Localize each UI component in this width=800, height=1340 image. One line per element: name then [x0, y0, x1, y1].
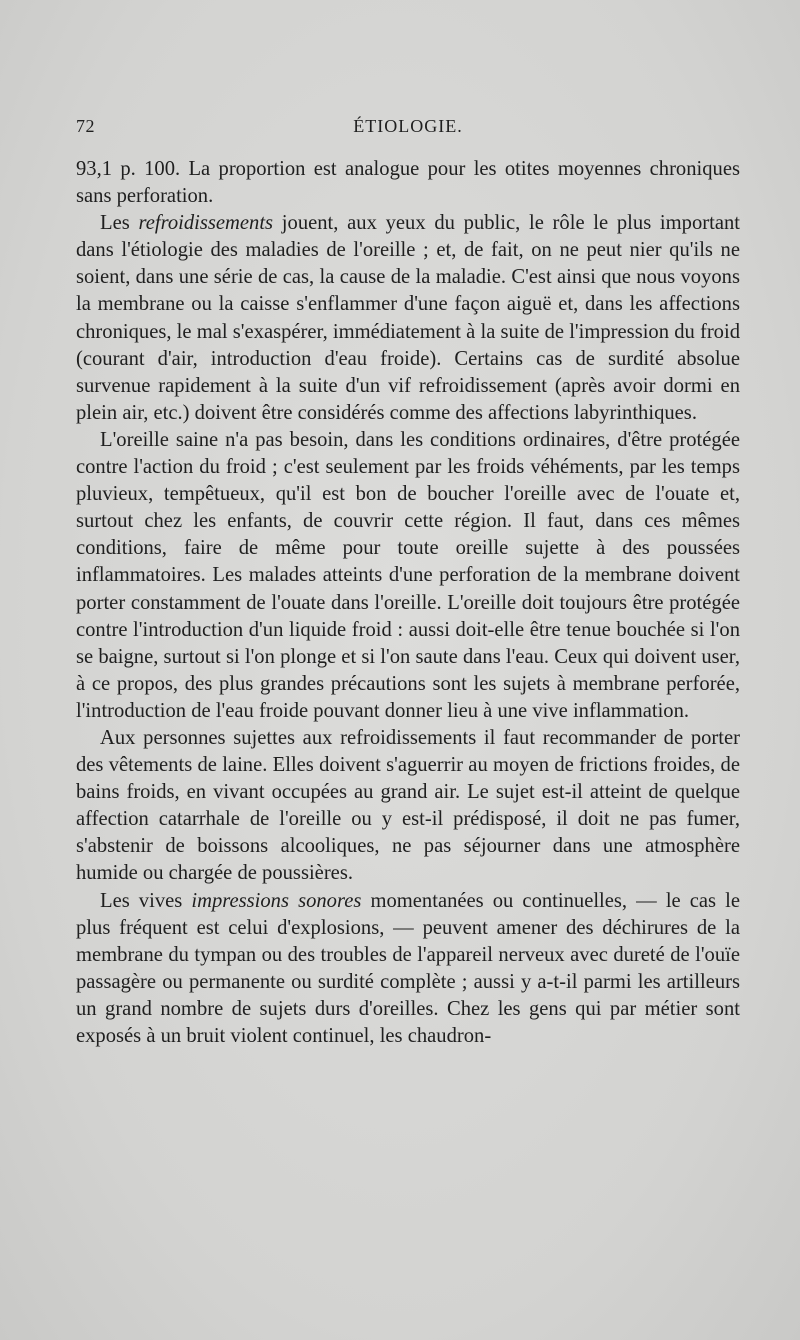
paragraph-1: 93,1 p. 100. La proportion est analogue pour les otites moyennes chroniques sans perforation.: [76, 158, 740, 208]
paragraph-2-start: Les: [100, 212, 139, 235]
paragraph-4: Aux personnes sujettes aux refroidissements il faut recommander de porter des vêtements de laine. Elles doivent s'aguerrir au moyen de frictions froides, de bains froids, en vivant occupées au grand air. Le sujet est-il atteint de quelque affection catarrhale de l'oreille ou y est-il prédisposé, il doit ne pas fumer, s'abstenir de boissons alcooliques, ne pas séjourner dans une atmosphère humide ou chargée de poussières.: [76, 726, 740, 885]
running-head: [76, 112, 740, 142]
paragraph-3: L'oreille saine n'a pas besoin, dans les conditions ordinaires, d'être protégée contre l'action du froid ; c'est seulement par les froids véhéments, par les temps pluvieux, tempêtueux, qu'il est bon de boucher l'oreille avec de l'ouate et, surtout chez les enfants, de couvrir cette région. Il faut, dans ces mêmes conditions, faire de même pour toute oreille sujette à des poussées inflammatoires. Les malades atteints d'une perforation de la membrane doivent porter constamment de l'ouate dans l'oreille. L'oreille doit toujours être protégée contre l'introduction d'un liquide froid : aussi doit-elle être tenue bouchée si l'on se baigne, surtout si l'on plonge et si l'on saute dans l'eau. Ceux qui doivent user, à ce propos, des plus grandes précautions sont les sujets à membrane perforée, l'introduction de l'eau froide pouvant donner lieu à une vive inflammation.: [76, 428, 740, 722]
paragraph-5-start: Les vives: [100, 889, 192, 912]
emphasis-impressions-sonores: impressions sonores: [191, 889, 362, 912]
emphasis-refroidissements: refroidissements: [138, 212, 274, 235]
book-page: [76, 112, 740, 1050]
running-title: ÉTIOLOGIE.: [353, 116, 463, 136]
paragraph-5-rest: momentanées ou continuelles, — le cas le plus fréquent est celui d'explosions, — peuvent amener des déchirures de la membrane du tympan ou des troubles de l'appareil nerveux avec dureté de l'ouïe passagère ou permanente ou surdité complète ; aussi y a-t-il parmi les artilleurs un grand nombre de sujets durs d'oreilles. Chez les gens qui par métier sont exposés à un bruit violent continuel, les chaudron-: [76, 889, 740, 1047]
page-number: 72: [76, 116, 95, 136]
paragraph-2-rest: jouent, aux yeux du public, le rôle le plus important dans l'étiologie des maladies de l'oreille ; et, de fait, on ne peut nier qu'ils ne soient, dans une série de cas, la cause de la maladie. C'est ainsi que nous voyons la membrane ou la caisse s'enflammer d'une façon aiguë et, dans les affections chroniques, le mal s'exaspérer, immédiatement à la suite de l'impression du froid (courant d'air, introduction d'eau froide). Certains cas de surdité absolue survenue rapidement à la suite d'un vif refroidissement (après avoir dormi en plein air, etc.) doivent être considérés comme des affections labyrinthiques.: [76, 212, 740, 424]
paragraph-5: [76, 888, 740, 1051]
paragraph-2: [76, 210, 740, 427]
body-text: [76, 156, 740, 1050]
